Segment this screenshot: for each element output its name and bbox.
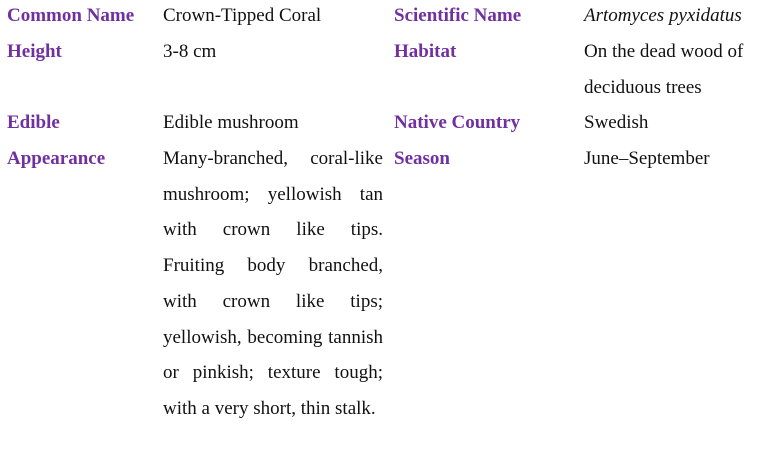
height-value: 3-8 cm bbox=[163, 41, 217, 62]
height-label: Height bbox=[7, 41, 62, 62]
common-name-label: Common Name bbox=[7, 5, 135, 26]
season-value: June–September bbox=[584, 148, 710, 169]
common-name-value: Crown-Tipped Coral bbox=[163, 5, 322, 26]
scientific-name-value: Artomyces pyxidatus bbox=[584, 5, 742, 26]
appearance-value: Many-branched, coral-like mushroom; yellowish tan with crown like tips. Fruiting body branched, with crown like tips; yellowish, becoming tannish or pinkish; texture tough; with a very short, thin stalk. bbox=[163, 148, 383, 419]
edible-label: Edible bbox=[7, 112, 60, 133]
season-label: Season bbox=[394, 148, 450, 169]
edible-value: Edible mushroom bbox=[163, 112, 299, 133]
appearance-label: Appearance bbox=[7, 148, 106, 169]
scientific-name-label: Scientific Name bbox=[394, 5, 522, 26]
habitat-value: On the dead wood of deciduous trees bbox=[584, 41, 744, 98]
native-country-value: Swedish bbox=[584, 112, 649, 133]
native-country-label: Native Country bbox=[394, 112, 521, 133]
habitat-label: Habitat bbox=[394, 41, 457, 62]
